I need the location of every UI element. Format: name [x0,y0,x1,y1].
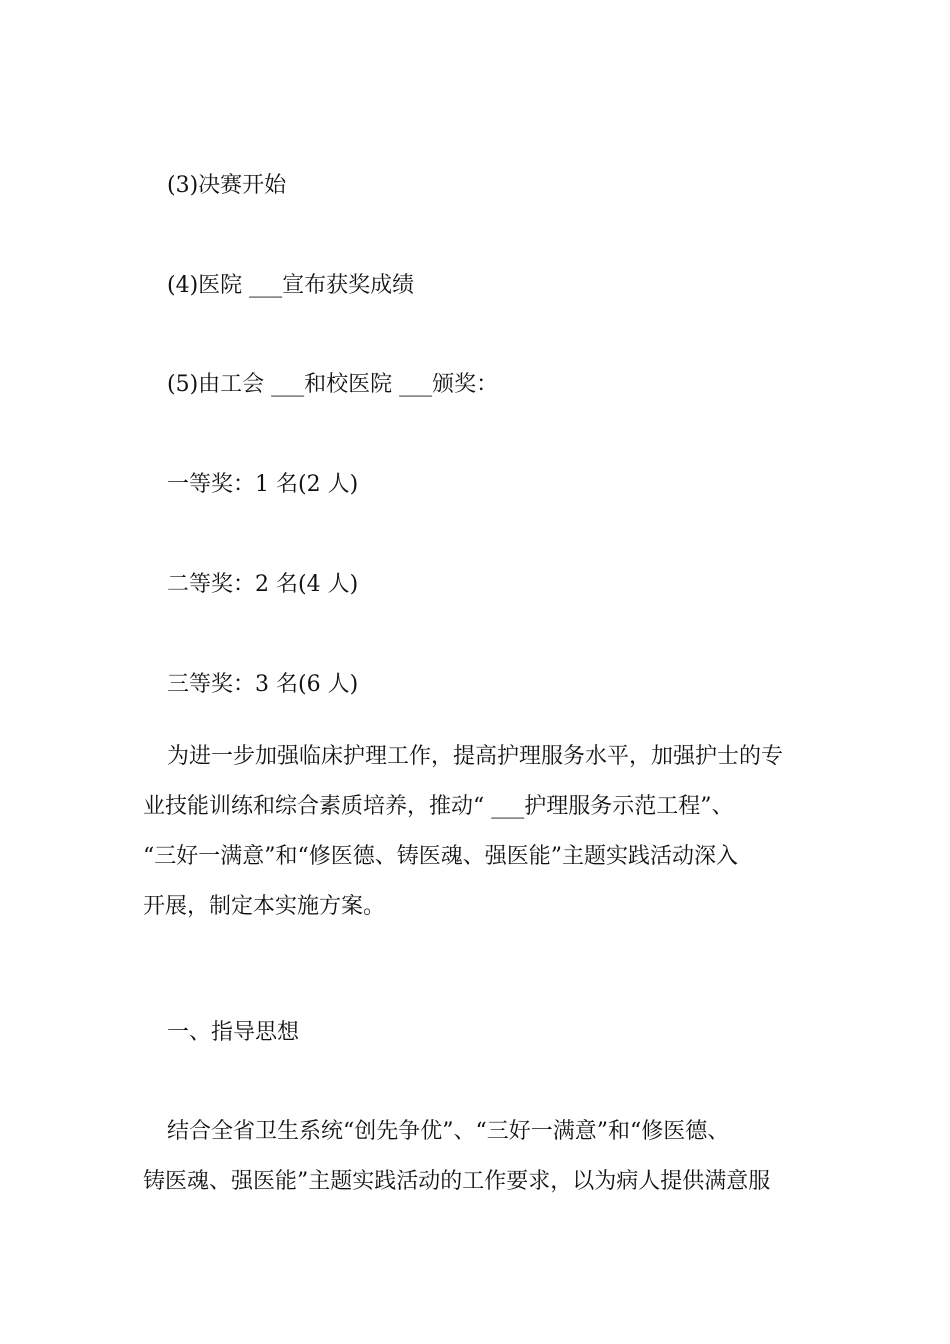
intro-line: 开展，制定本实施方案。 [143,894,386,919]
intro-paragraph [143,732,803,932]
guide-line: 铸医魂、强医能”主题实践活动的工作要求，以为病人提供满意服 [143,1169,771,1194]
third-prize-line: 三等奖：3 名(6 人) [167,672,359,697]
first-prize-line: 一等奖：1 名(2 人) [167,472,359,497]
intro-line: 业技能训练和综合素质培养，推动“ ___护理服务示范工程”、 [143,794,734,819]
second-prize-line: 二等奖：2 名(4 人) [167,572,359,597]
step-4-announce-results: (4)医院 ___宣布获奖成绩 [167,273,415,298]
intro-line: “三好一满意”和“修医德、铸医魂、强医能”主题实践活动深入 [143,844,738,869]
intro-line: 为进一步加强临床护理工作，提高护理服务水平，加强护士的专 [167,744,784,769]
section-heading-guiding-ideology: 一、指导思想 [167,1020,300,1045]
guide-line: 结合全省卫生系统“创先争优”、“三好一满意”和“修医德、 [167,1119,730,1144]
step-3-final-starts: (3)决赛开始 [167,173,287,198]
guide-paragraph [143,1107,803,1207]
step-5-award-presentation: (5)由工会 ___和校医院 ___颁奖： [167,372,499,397]
